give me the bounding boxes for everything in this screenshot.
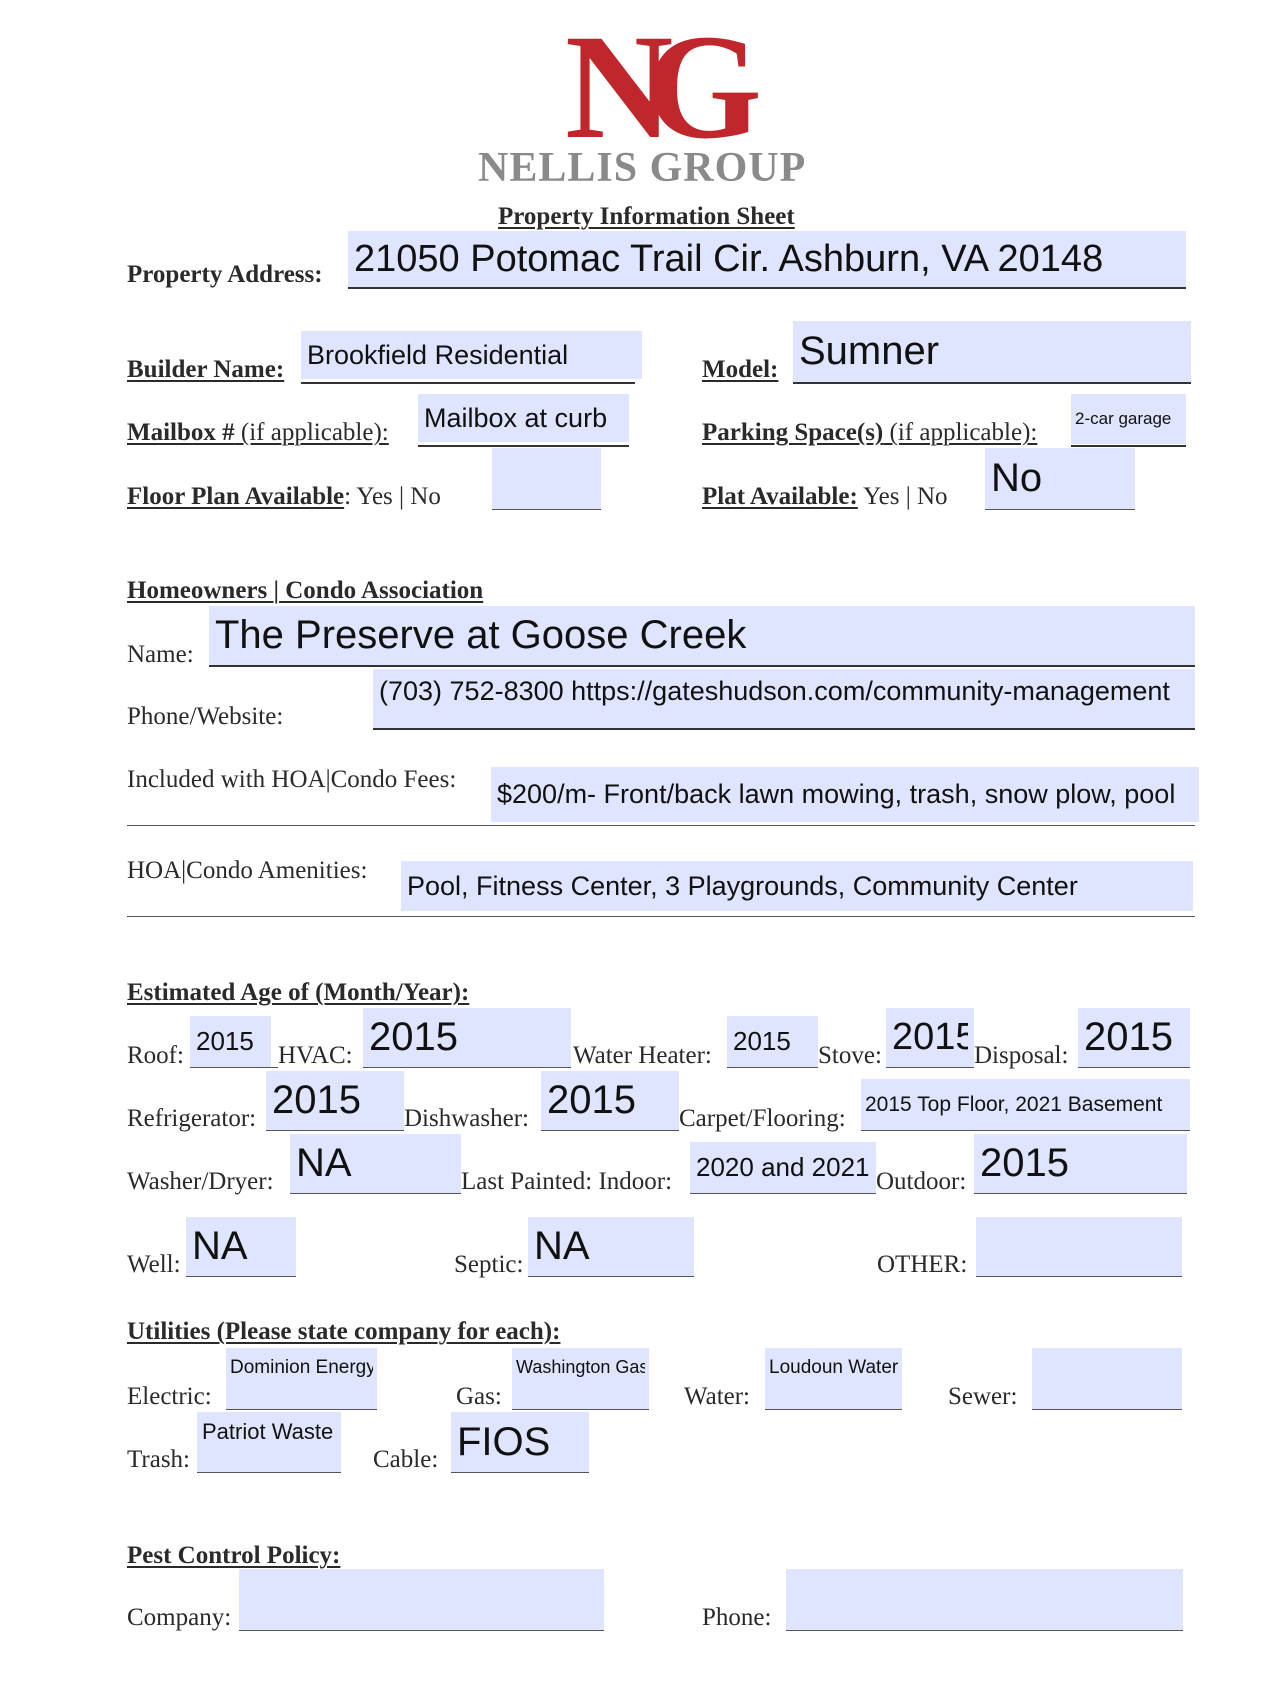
painted-indoor-field[interactable] xyxy=(690,1142,876,1193)
carpet-label: Carpet/Flooring: xyxy=(679,1105,846,1132)
hoa-phone-field[interactable] xyxy=(373,669,1195,728)
hvac-label: HVAC: xyxy=(278,1042,353,1069)
well-field[interactable] xyxy=(186,1217,296,1276)
gas-label: Gas: xyxy=(456,1383,502,1410)
utilities-heading: Utilities (Please state company for each): xyxy=(127,1318,561,1345)
carpet-field[interactable] xyxy=(861,1079,1190,1130)
gas-field[interactable] xyxy=(512,1348,649,1409)
hoa-fees-field[interactable] xyxy=(491,767,1199,822)
logo-mark: NG xyxy=(565,4,734,170)
mailbox-field[interactable] xyxy=(418,394,629,442)
sewer-field[interactable] xyxy=(1032,1348,1182,1409)
model-field[interactable] xyxy=(793,321,1191,382)
septic-field[interactable] xyxy=(528,1217,694,1276)
other-label: OTHER: xyxy=(877,1251,968,1278)
parking-field[interactable] xyxy=(1071,394,1186,444)
hoa-name-field[interactable] xyxy=(209,606,1195,665)
washer-dryer-label: Washer/Dryer: xyxy=(127,1168,274,1195)
disposal-field[interactable] xyxy=(1078,1008,1190,1067)
hoa-name-label: Name: xyxy=(127,641,194,668)
pest-company-field[interactable] xyxy=(239,1569,604,1630)
property-address-label: Property Address: xyxy=(127,261,323,288)
parking-label-text: Parking Space(s) xyxy=(702,419,884,446)
refrigerator-field[interactable] xyxy=(266,1071,404,1130)
property-address-field[interactable] xyxy=(348,231,1186,288)
floor-plan-field[interactable] xyxy=(492,448,601,509)
builder-name-field[interactable] xyxy=(301,331,642,379)
stove-field[interactable] xyxy=(886,1008,974,1067)
hoa-amenities-field[interactable] xyxy=(401,861,1193,911)
trash-label: Trash: xyxy=(127,1446,190,1473)
electric-field[interactable] xyxy=(226,1348,377,1409)
hoa-phone-label: Phone/Website: xyxy=(127,703,284,730)
mailbox-label-text: Mailbox # xyxy=(127,419,235,446)
electric-label: Electric: xyxy=(127,1383,212,1410)
builder-name-label: Builder Name: xyxy=(127,356,285,383)
plat-field[interactable] xyxy=(985,448,1135,509)
water-field[interactable] xyxy=(765,1348,902,1409)
pest-heading: Pest Control Policy: xyxy=(127,1542,341,1569)
hoa-amenities-label: HOA|Condo Amenities: xyxy=(127,857,368,884)
cable-field[interactable] xyxy=(451,1412,589,1472)
cable-label: Cable: xyxy=(373,1446,439,1473)
pest-phone-field[interactable] xyxy=(786,1569,1183,1630)
sewer-label: Sewer: xyxy=(948,1383,1018,1410)
stove-label: Stove: xyxy=(818,1042,882,1069)
parking-label xyxy=(702,418,1037,448)
refrigerator-label: Refrigerator: xyxy=(127,1105,257,1132)
plat-label xyxy=(702,482,948,512)
roof-label: Roof: xyxy=(127,1042,184,1069)
septic-label: Septic: xyxy=(454,1251,524,1278)
washer-dryer-field[interactable] xyxy=(290,1134,461,1193)
water-heater-label: Water Heater: xyxy=(573,1042,712,1069)
hoa-fees-label: Included with HOA|Condo Fees: xyxy=(127,766,457,793)
page-title: Property Information Sheet xyxy=(498,203,795,230)
mailbox-label-suffix: (if applicable): xyxy=(234,419,389,446)
parking-label-suffix: (if applicable): xyxy=(883,419,1038,446)
trash-field[interactable] xyxy=(197,1412,341,1472)
hoa-heading: Homeowners | Condo Association xyxy=(127,577,484,604)
roof-field[interactable] xyxy=(190,1016,271,1067)
dishwasher-field[interactable] xyxy=(541,1071,679,1130)
painted-indoor-label: Last Painted: Indoor: xyxy=(461,1168,673,1195)
logo-name: NELLIS GROUP xyxy=(478,145,807,191)
pest-company-label: Company: xyxy=(127,1604,232,1631)
age-heading: Estimated Age of (Month/Year): xyxy=(127,979,470,1006)
disposal-label: Disposal: xyxy=(974,1042,1069,1069)
hvac-field[interactable] xyxy=(363,1008,571,1067)
plat-label-text: Plat Available: xyxy=(702,483,858,510)
water-heater-field[interactable] xyxy=(727,1016,818,1067)
dishwasher-label: Dishwasher: xyxy=(404,1105,529,1132)
well-label: Well: xyxy=(127,1251,181,1278)
floor-plan-label xyxy=(127,482,441,512)
outdoor-field[interactable] xyxy=(974,1134,1187,1193)
water-label: Water: xyxy=(684,1383,751,1410)
mailbox-label xyxy=(127,418,389,448)
pest-phone-label: Phone: xyxy=(702,1604,772,1631)
other-field[interactable] xyxy=(976,1217,1182,1276)
floor-plan-label-text: Floor Plan Available xyxy=(127,483,345,510)
plat-label-suffix: Yes | No xyxy=(857,483,948,510)
outdoor-label: Outdoor: xyxy=(876,1168,967,1195)
model-label: Model: xyxy=(702,356,779,383)
floor-plan-label-suffix: : Yes | No xyxy=(344,483,441,510)
